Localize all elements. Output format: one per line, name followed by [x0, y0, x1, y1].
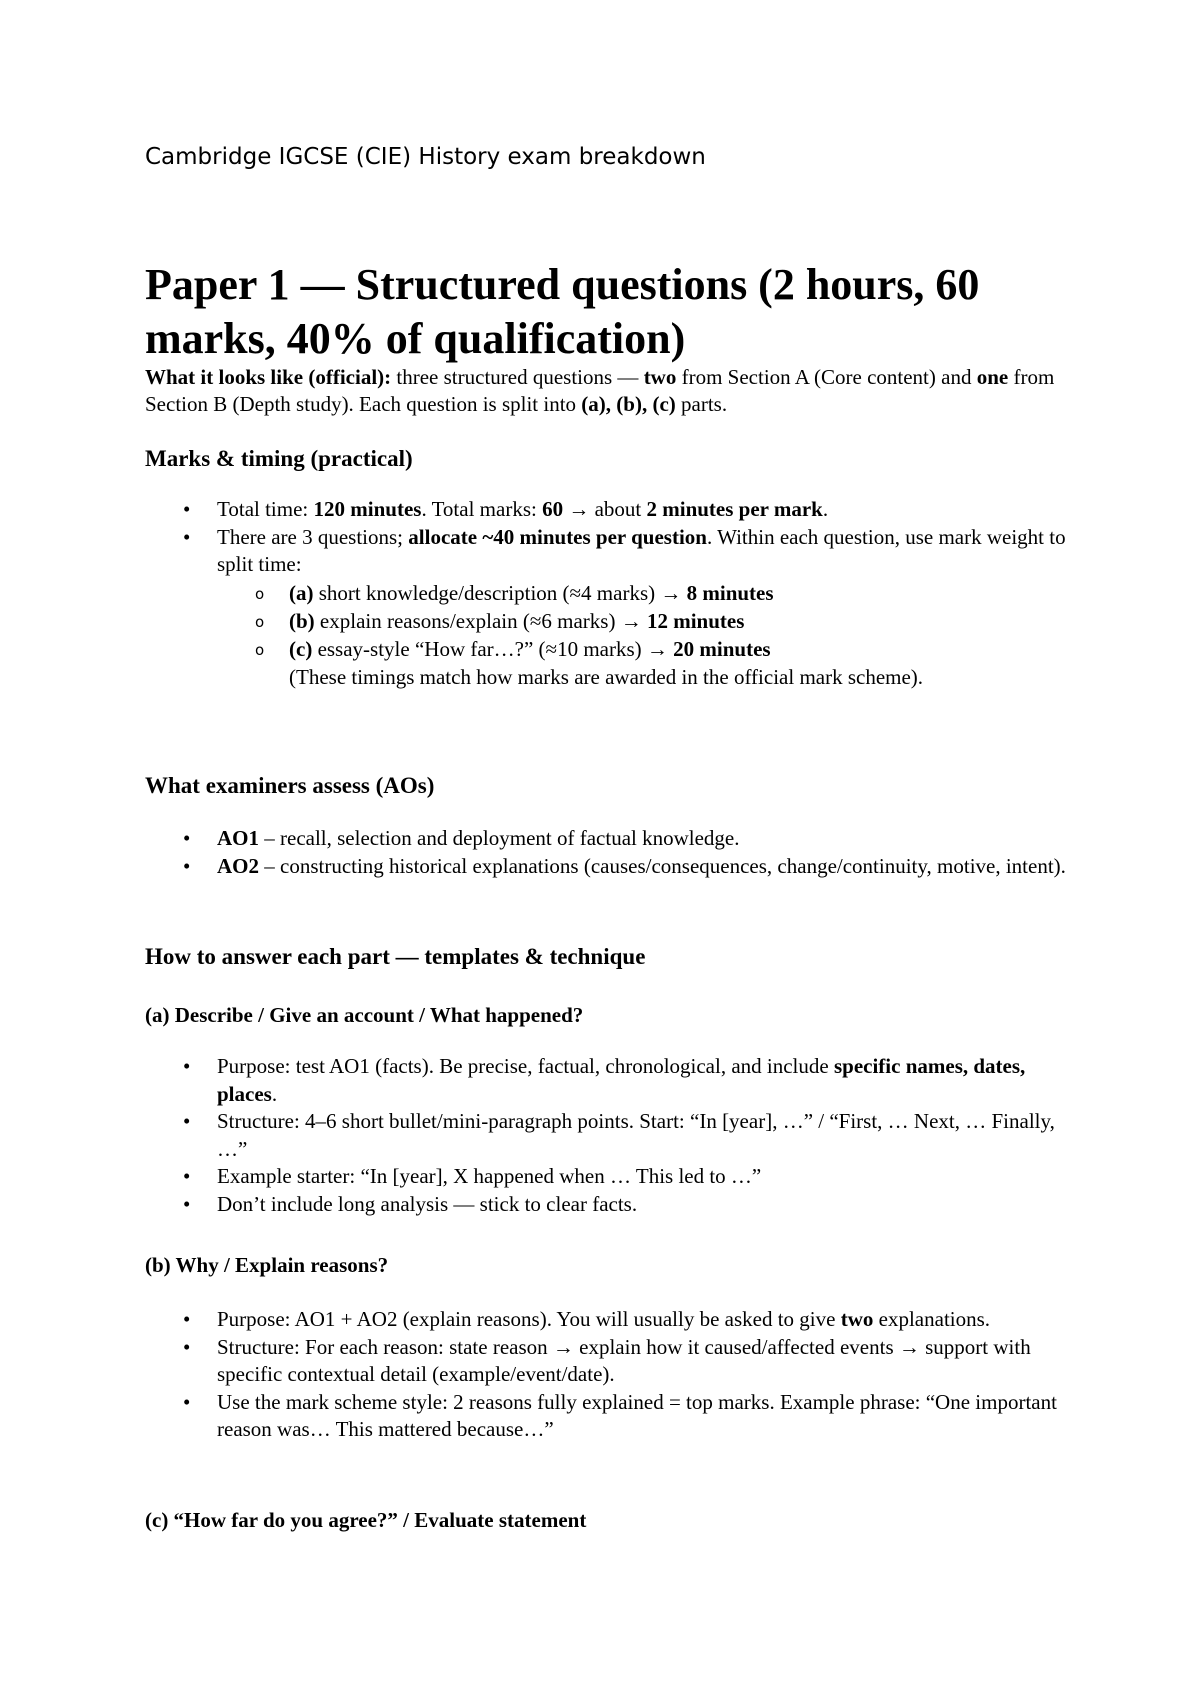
sublist-item	[217, 607, 1085, 635]
part-a-section	[145, 1002, 1085, 1029]
item-bold: 2 minutes per mark	[646, 497, 823, 521]
item-bold: 120 minutes	[313, 497, 422, 521]
item-bold: 8 minutes	[686, 580, 774, 605]
item-text: → about	[563, 497, 647, 521]
aos-section	[145, 772, 1085, 800]
marks-timing-section	[145, 445, 1085, 473]
intro-bold: two	[643, 365, 677, 389]
intro-text: parts.	[675, 392, 728, 416]
item-text: essay-style “How far…?” (≈10 marks) →	[312, 636, 674, 661]
list-item	[145, 1108, 1085, 1163]
item-text: There are 3 questions;	[217, 524, 409, 549]
bullet-icon: •	[183, 1389, 191, 1414]
intro-text: from Section B (Depth study). Each question is split into	[145, 365, 1055, 416]
aos-list	[145, 825, 1085, 880]
circle-bullet-icon: o	[255, 640, 265, 659]
item-bold: specific names, dates, places	[217, 1054, 1026, 1106]
item-bold: AO2	[217, 853, 259, 878]
list-item	[145, 1053, 1085, 1108]
item-text: explanations.	[873, 1307, 991, 1331]
list-item	[145, 1163, 1085, 1191]
list-item	[145, 1334, 1085, 1389]
how-to-section	[145, 943, 1085, 971]
bullet-icon: •	[183, 1307, 191, 1331]
item-bold: (c)	[289, 636, 313, 661]
item-text: Purpose: AO1 + AO2 (explain reasons). You will usually be asked to give	[217, 1307, 841, 1331]
intro-bold: (a), (b), (c)	[581, 392, 676, 416]
sublist-item	[217, 579, 1085, 607]
bullet-icon: •	[183, 524, 191, 549]
list-item	[145, 853, 1085, 881]
item-bold: 60	[542, 497, 564, 521]
document-title: Cambridge IGCSE (CIE) History exam breakdown	[145, 144, 706, 170]
item-text: Structure: 4–6 short bullet/mini-paragraph points. Start: “In [year], …” / “First, … Next, … Finally, …”	[217, 1109, 1055, 1161]
bullet-icon: •	[183, 1054, 191, 1078]
item-text: Total time:	[217, 497, 314, 521]
sublist-item	[217, 635, 1085, 663]
timing-note: (These timings match how marks are awarded in the official mark scheme).	[289, 664, 924, 689]
intro-text: from Section A (Core content) and	[676, 365, 977, 389]
list-item	[145, 1389, 1085, 1444]
bullet-icon: •	[183, 1191, 191, 1216]
list-item	[145, 496, 1085, 524]
bullet-icon: •	[183, 1109, 191, 1133]
item-bold: (a)	[289, 580, 314, 605]
item-text: Structure: For each reason: state reason → explain how it caused/affected events → support with specific contextual detail (example/event/date).	[217, 1334, 1031, 1386]
part-b-heading: (b) Why / Explain reasons?	[145, 1253, 389, 1277]
item-text: .	[271, 1081, 278, 1106]
bullet-icon: •	[183, 853, 191, 878]
item-bold: allocate ~40 minutes per question	[408, 524, 707, 549]
aos-heading: What examiners assess (AOs)	[145, 773, 435, 798]
item-text: – constructing historical explanations (causes/consequences, change/continuity, motive, intent).	[259, 853, 1066, 878]
marks-timing-heading: Marks & timing (practical)	[145, 446, 413, 471]
marks-timing-list	[145, 496, 1085, 691]
item-bold: AO1	[217, 826, 259, 850]
bullet-icon: •	[183, 1334, 191, 1359]
part-c-section	[145, 1507, 1085, 1534]
list-item	[145, 1191, 1085, 1219]
item-text: Don’t include long analysis — stick to clear facts.	[217, 1191, 638, 1216]
item-bold: 12 minutes	[646, 608, 745, 633]
list-item	[145, 524, 1085, 691]
part-a-list	[145, 1053, 1085, 1218]
intro-bold: one	[976, 365, 1009, 389]
item-text: . Within each question, use mark weight to split time:	[217, 524, 1066, 576]
part-a-heading: (a) Describe / Give an account / What happened?	[145, 1003, 584, 1027]
item-text: – recall, selection and deployment of factual knowledge.	[259, 826, 740, 850]
part-b-section	[145, 1252, 1085, 1279]
circle-bullet-icon: o	[255, 612, 265, 631]
part-c-heading: (c) “How far do you agree?” / Evaluate statement	[145, 1508, 587, 1532]
item-bold: (b)	[289, 608, 315, 633]
item-bold: two	[840, 1307, 874, 1331]
bullet-icon: •	[183, 1164, 191, 1188]
paper-heading: Paper 1 — Structured questions (2 hours, 60 marks, 40% of qualification)	[145, 260, 980, 363]
timing-sublist	[217, 579, 1085, 663]
item-text: Example starter: “In [year], X happened when … This led to …”	[217, 1164, 762, 1188]
intro-paragraph	[145, 364, 1085, 418]
part-b-list	[145, 1306, 1085, 1444]
intro-text: three structured questions —	[391, 365, 644, 389]
how-to-heading: How to answer each part — templates & technique	[145, 944, 646, 969]
item-text: Use the mark scheme style: 2 reasons fully explained = top marks. Example phrase: “One important reason was… This mattered because…”	[217, 1389, 1057, 1441]
item-text: . Total marks:	[421, 497, 543, 521]
bullet-icon: •	[183, 826, 191, 850]
intro-label: What it looks like (official):	[145, 365, 392, 389]
list-item	[145, 1306, 1085, 1334]
item-bold: 20 minutes	[673, 636, 771, 661]
list-item	[145, 825, 1085, 853]
item-text: Purpose: test AO1 (facts). Be precise, factual, chronological, and include	[217, 1054, 834, 1078]
circle-bullet-icon: o	[255, 584, 265, 603]
bullet-icon: •	[183, 497, 191, 521]
item-text: explain reasons/explain (≈6 marks) →	[314, 608, 647, 633]
item-text: short knowledge/description (≈4 marks) →	[313, 580, 687, 605]
item-text: .	[822, 497, 829, 521]
